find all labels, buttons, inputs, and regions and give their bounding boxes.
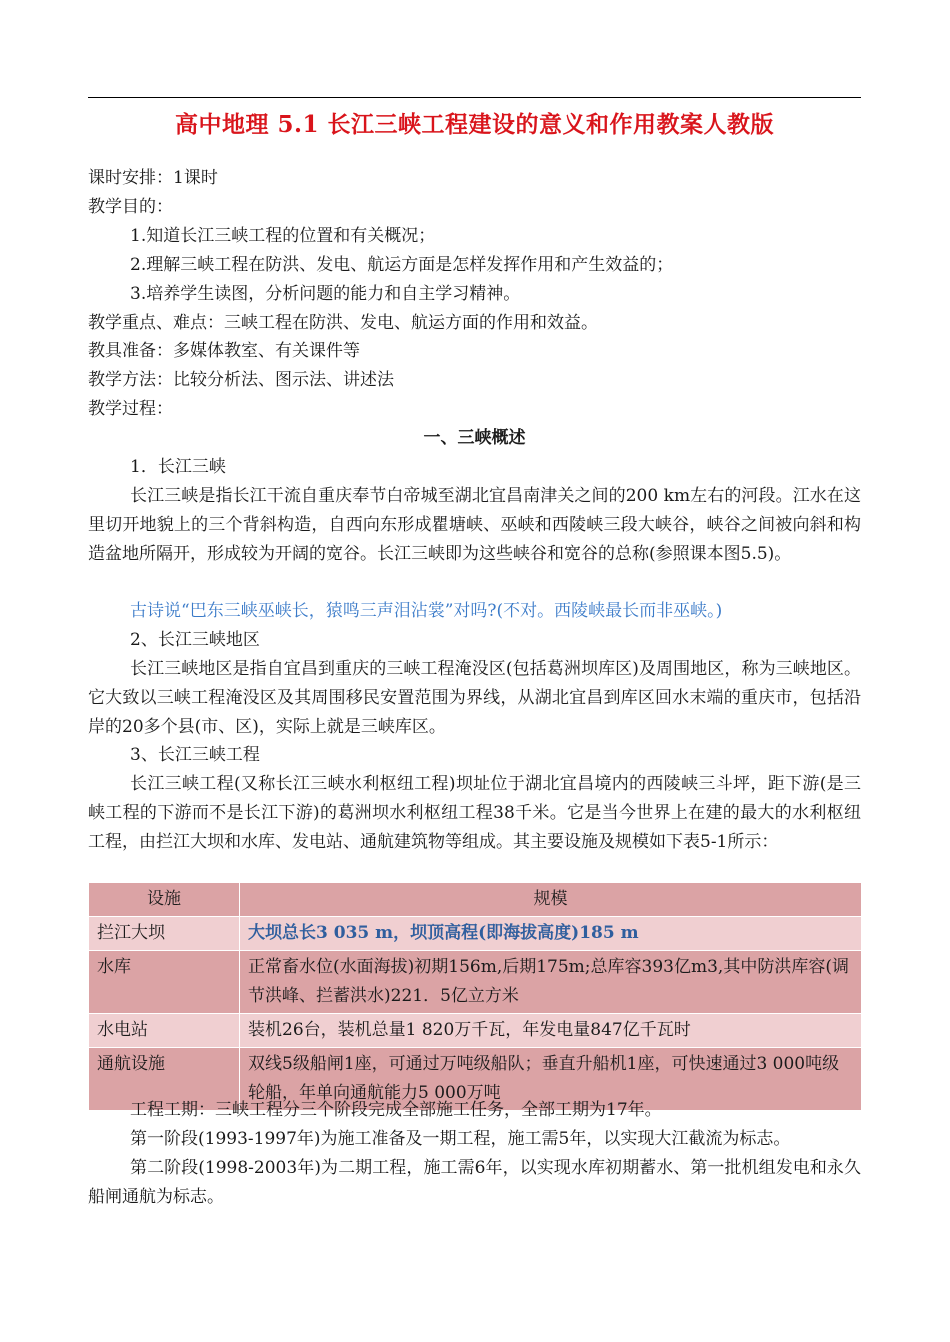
project-period-line: 工程工期：三峡工程分三个阶段完成全部施工任务，全部工期为17年。 (130, 1100, 662, 1120)
sub1-body: 长江三峡是指长江干流自重庆奉节白帝城至湖北宜昌南津关之间的200 km左右的河段。江水在这里切开地貌上的三个背斜构造，自西向东形成瞿塘峡、巫峡和西陵峡三段大峡谷，峡谷之间被向斜和构造盆地所隔开，形成较为开阔的宽谷。长江三峡即为这些峡谷和宽谷的总称(参照课本图5.5)。 (88, 486, 861, 565)
table-cell-facility: 拦江大坝 (89, 917, 240, 951)
sub2-body: 长江三峡地区是指自宜昌到重庆的三峡工程淹没区(包括葛洲坝库区)及周围地区，称为三峡地区。它大致以三峡工程淹没区及其周围移民安置范围为界线，从湖北宜昌到库区回水末端的重庆市，包括沿岸的20多个县(市、区)，实际上就是三峡库区。 (88, 659, 861, 738)
key-points-line: 教学重点、难点：三峡工程在防洪、发电、航运方面的作用和效益。 (88, 313, 598, 333)
facilities-table (88, 882, 862, 1111)
table-row (89, 1014, 862, 1048)
table-cell-scale: 装机26台，装机总量1 820万千瓦，年发电量847亿千瓦时 (240, 1014, 862, 1048)
document-title: 高中地理 5.1 长江三峡工程建设的意义和作用教案人教版 (174, 111, 775, 138)
table-cell-scale: 双线5级船闸1座，可通过万吨级船队；垂直升船机1座，可快速通过3 000吨级轮船，年单向通航能力5 000万吨 (240, 1048, 862, 1111)
table-cell-scale: 大坝总长3 035 m，坝顶高程(即海拔高度)185 m (240, 917, 862, 951)
table-cell-facility: 水库 (89, 951, 240, 1014)
sub2-heading: 2、长江三峡地区 (130, 630, 260, 650)
stage1-line: 第一阶段(1993-1997年)为施工准备及一期工程，施工需5年，以实现大江截流为标志。 (130, 1129, 791, 1149)
section-heading: 一、三峡概述 (423, 428, 526, 448)
sub3-heading: 3、长江三峡工程 (130, 745, 260, 765)
sub3-body: 长江三峡工程(又称长江三峡水利枢纽工程)坝址位于湖北宜昌境内的西陵峡三斗坪，距下游(是三峡工程的下游而不是长江下游)的葛洲坝水利枢纽工程38千米。它是当今世界上在建的最大的水利枢纽工程，由拦江大坝和水库、发电站、通航建筑物等组成。其主要设施及规模如下表5-1所示： (88, 774, 861, 853)
process-line: 教学过程： (88, 399, 173, 419)
table-header-scale: 规模 (240, 883, 862, 917)
objective-3: 3.培养学生读图，分析问题的能力和自主学习精神。 (130, 284, 521, 304)
table-cell-facility: 水电站 (89, 1014, 240, 1048)
table-header-row (89, 883, 862, 917)
table-row (89, 917, 862, 951)
sub1-note: 古诗说“巴东三峡巫峡长，猿鸣三声泪沾裳”对吗?(不对。西陵峡最长而非巫峡。) (130, 601, 723, 621)
objective-1: 1.知道长江三峡工程的位置和有关概况； (130, 226, 436, 246)
methods-line: 教学方法：比较分析法、图示法、讲述法 (88, 370, 394, 390)
objectives-label: 教学目的： (88, 197, 173, 217)
table-header-facility: 设施 (89, 883, 240, 917)
objective-2: 2.理解三峡工程在防洪、发电、航运方面是怎样发挥作用和产生效益的； (130, 255, 674, 275)
stage2-paragraph: 第二阶段(1998-2003年)为二期工程，施工需6年，以实现水库初期蓄水、第一批机组发电和永久船闸通航为标志。 (88, 1158, 861, 1208)
tools-line: 教具准备：多媒体教室、有关课件等 (88, 341, 360, 361)
table-cell-facility: 通航设施 (89, 1048, 240, 1111)
schedule-line: 课时安排：1课时 (88, 168, 218, 188)
header-rule (88, 97, 861, 98)
table-row (89, 951, 862, 1014)
table-cell-scale: 正常畜水位(水面海拔)初期156m,后期175m;总库容393亿m3,其中防洪库容(调节洪峰、拦蓄洪水)221．5亿立方米 (240, 951, 862, 1014)
sub1-heading: 1．长江三峡 (130, 457, 226, 477)
